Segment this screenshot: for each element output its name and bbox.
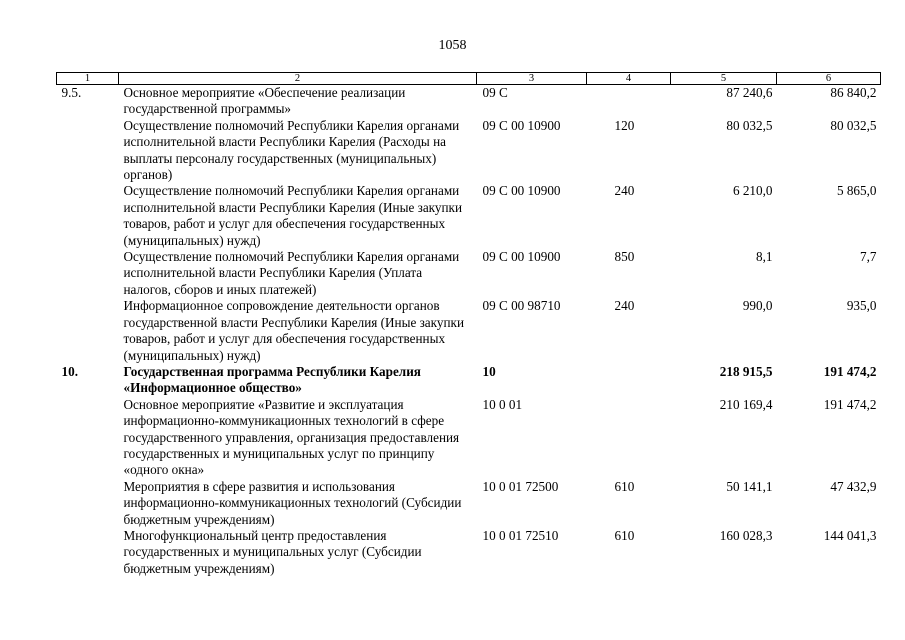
amount-year-2: 935,0 [846, 298, 877, 314]
expense-type-code: 610 [614, 478, 635, 494]
header-row [57, 73, 881, 85]
table-row [57, 397, 881, 479]
amount-year-2: 47 432,9 [830, 478, 877, 494]
row-number [57, 183, 119, 249]
expense-type-code: 610 [614, 527, 635, 543]
row-number [57, 528, 119, 577]
expense-type-code: 850 [614, 249, 635, 265]
column-header-5: 5 [671, 73, 777, 85]
amount-year-2: 144 041,3 [823, 527, 877, 543]
column-header-6: 6 [777, 73, 881, 85]
row-number [57, 249, 119, 298]
column-header-3: 3 [477, 73, 587, 85]
row-description: Основное мероприятие «Обеспечение реализации государственной программы» [123, 85, 406, 117]
amount-year-1: 990,0 [742, 298, 773, 314]
amount-year-2: 191 474,2 [823, 363, 877, 379]
row-description: Мероприятия в сфере развития и использования информационно-коммуникационных технологий (Субсидии бюджетным учреждениям) [123, 478, 462, 527]
column-header-1: 1 [57, 73, 119, 85]
row-number: 9.5. [61, 85, 82, 100]
amount-year-2: 7,7 [860, 249, 877, 265]
table-row [57, 118, 881, 184]
row-number [57, 118, 119, 184]
expense-type-code [587, 364, 671, 397]
amount-year-2: 191 474,2 [823, 396, 877, 412]
amount-year-1: 8,1 [756, 249, 773, 265]
amount-year-2: 5 865,0 [836, 183, 877, 199]
row-number [57, 298, 119, 364]
target-article-code: 09 С 00 10900 [482, 249, 561, 265]
page-number: 1058 [438, 38, 467, 53]
table-row [57, 183, 881, 249]
amount-year-1: 160 028,3 [719, 527, 773, 543]
row-description: Многофункциональный центр предоставления государственных и муниципальных услуг (Субсидии бюджетным учреждениям) [123, 527, 422, 576]
row-number [57, 479, 119, 528]
target-article-code: 09 С [482, 85, 508, 100]
amount-year-1: 218 915,5 [719, 363, 773, 379]
expense-type-code: 240 [614, 298, 635, 314]
budget-table [56, 72, 881, 577]
amount-year-1: 80 032,5 [726, 117, 773, 133]
amount-year-1: 87 240,6 [726, 85, 773, 100]
target-article-code: 10 0 01 72510 [482, 527, 559, 543]
target-article-code: 10 0 01 72500 [482, 478, 559, 494]
amount-year-1: 6 210,0 [732, 183, 773, 199]
table-row [57, 479, 881, 528]
expense-type-code: 240 [614, 183, 635, 199]
amount-year-2: 80 032,5 [830, 117, 877, 133]
amount-year-1: 210 169,4 [719, 396, 773, 412]
table-row [57, 298, 881, 364]
target-article-code: 09 С 00 10900 [482, 183, 561, 199]
target-article-code: 10 0 01 [482, 396, 523, 412]
target-article-code: 09 С 00 10900 [482, 117, 561, 133]
row-description: Информационное сопровождение деятельности органов государственной власти Республики Карелия (Иные закупки товаров, работ и услуг для обеспечения государственных (муниципальных) нужд) [123, 298, 464, 363]
row-number [57, 397, 119, 479]
row-description: Осуществление полномочий Республики Карелия органами исполнительной власти Республики Карелия (Иные закупки товаров, работ и услуг для обеспечения государственных (муниципальных) нужд) [123, 183, 463, 248]
target-article-code: 10 [482, 363, 496, 379]
expense-type-code: 120 [614, 117, 635, 133]
expense-type-code [587, 397, 671, 479]
row-description: Государственная программа Республики Карелия «Информационное общество» [123, 363, 421, 396]
amount-year-1: 50 141,1 [726, 478, 773, 494]
column-header-4: 4 [587, 73, 671, 85]
table-row [57, 249, 881, 298]
table-header [57, 73, 881, 85]
column-header-2: 2 [119, 73, 477, 85]
amount-year-2: 86 840,2 [830, 85, 877, 100]
row-description: Осуществление полномочий Республики Карелия органами исполнительной власти Республики Карелия (Расходы на выплаты персоналу государственных (муниципальных) органов) [123, 117, 460, 183]
row-description: Основное мероприятие «Развитие и эксплуатация информационно-коммуникационных технологий в сфере государственного управления, организация предоставления государственных и муниципальных услуг по принципу «одного окна» [123, 396, 460, 478]
table-row [57, 85, 881, 118]
table-row [57, 364, 881, 397]
target-article-code: 09 С 00 98710 [482, 298, 561, 314]
row-number: 10. [61, 363, 78, 379]
row-description: Осуществление полномочий Республики Карелия органами исполнительной власти Республики Карелия (Уплата налогов, сборов и иных платежей) [123, 249, 460, 297]
table-body [57, 85, 881, 578]
expense-type-code [587, 85, 671, 118]
table-row [57, 528, 881, 577]
